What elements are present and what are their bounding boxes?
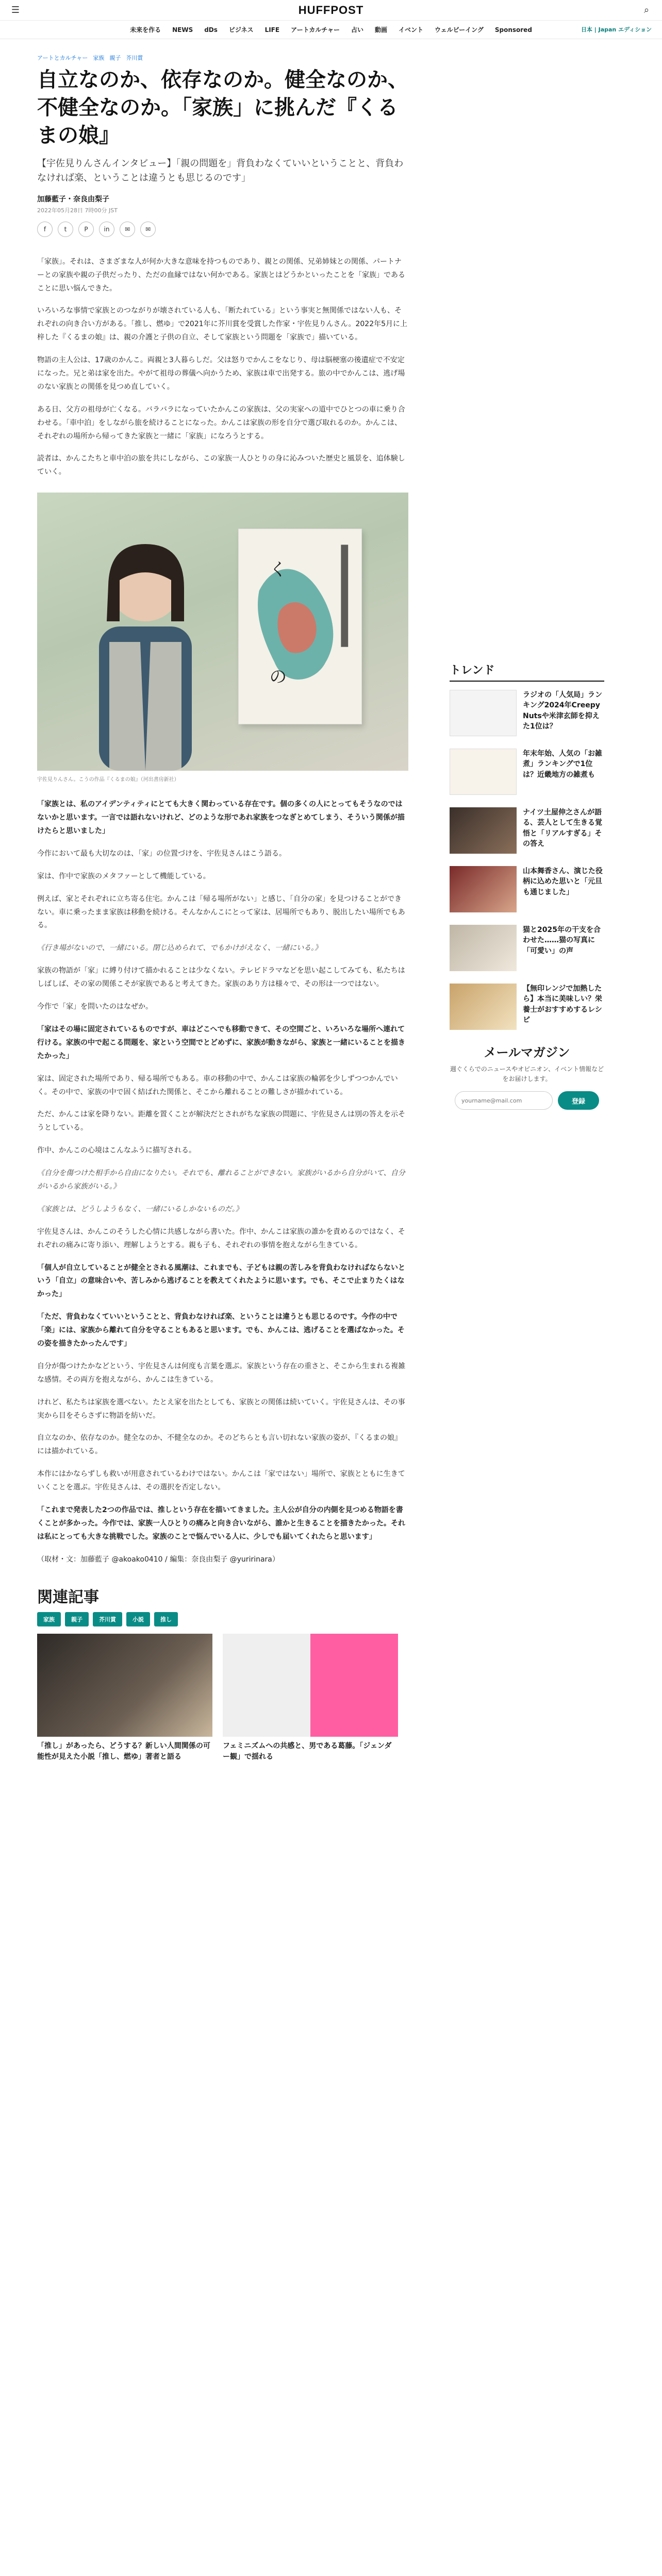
article-dek: 【宇佐見りんさんインタビュー】「親の問題を」背負わなくていいということと、背負わなければ楽、ということは違うとも思じるのです」 bbox=[37, 158, 404, 183]
trend-item[interactable] bbox=[450, 807, 604, 854]
photo-caption: 宇佐見りんさん。こうの作品『くるまの娘』（河出書房新社） bbox=[37, 777, 179, 783]
article-paragraph: 自分が傷つけたかなどという、宇佐見さんは何度も言葉を選ぶ。家族という存在の重さと、そこから生まれる複雑な感情。その両方を抱えながら、かんこは生きている。 bbox=[37, 1362, 406, 1384]
nav-item[interactable]: ウェルビーイング bbox=[435, 26, 484, 33]
article-paragraph: 例えば、家とそれぞれに立ち寄る住宅。かんこは「帰る場所がない」と感じ、「自分の家」を見つけることができない。車に乗ったまま家族は移動を続ける。そんなかんこにとって家は、居場所でもあり、脱出したい場所でもある。 bbox=[37, 894, 405, 930]
tag[interactable]: 家族 bbox=[37, 1612, 61, 1626]
menu-icon[interactable]: ☰ bbox=[11, 5, 20, 15]
article-paragraph: いろいろな事情で家族とのつながりが壊されている人も、「断たれている」という事実と無関係ではない人も、それぞれの向き合い方がある。「推し、燃ゆ」で2021年に芥川賞を受賞した作家・宇佐見りんさん。2022年5月に上梓した『くるまの娘』は、親の介護と子供の自立、そして家族という問題を「家族で」描いている。 bbox=[37, 307, 408, 342]
article-paragraph: けれど、私たちは家族を選べない。たとえ家を出たとしても、家族との関係は続いていく。宇佐見さんは、その事実から目をそらさずに物語を紡いだ。 bbox=[37, 1398, 405, 1420]
related-thumbnail[interactable] bbox=[223, 1634, 398, 1737]
pinterest-share-icon[interactable]: P bbox=[78, 222, 94, 237]
nav-item[interactable]: アートカルチャー bbox=[291, 26, 340, 33]
email-share-icon[interactable]: ✉ bbox=[120, 222, 135, 237]
article-title: 自立なのか、依存なのか。健全なのか、不健全なのか。「家族」に挑んだ『くるまの娘』 bbox=[37, 68, 408, 147]
site-logo[interactable]: HUFFPOST bbox=[298, 3, 364, 16]
nav-item[interactable]: 占い bbox=[351, 26, 364, 33]
article-paragraph: 「家族とは、私のアイデンティティにとても大きく関わっている存在です。個の多くの人にとってもそうなのではないかと思います。一言では語れないけれど、どのような形であれ家族をつなぎとめてしまう、そういう関係が描けたらと思いました」 bbox=[37, 800, 405, 836]
article-paragraph: 物語の主人公は、17歳のかんこ。両親と3人暮らしだ。父は怒りでかんこをなじり、母は脳梗塞の後遺症で不安定になった。兄と弟は家を出た。やがて祖母の葬儀へ向かうため、家族は車で出発する。旅の中でかんこは、逃げ場のない家族との関係を見つめ直していく。 bbox=[37, 356, 405, 391]
main-nav bbox=[0, 21, 662, 39]
related-card[interactable] bbox=[37, 1634, 212, 1762]
email-field[interactable] bbox=[455, 1091, 553, 1110]
edition-selector[interactable]: 日本 | Japan エディション bbox=[581, 26, 652, 33]
nav-item[interactable]: dDs bbox=[204, 26, 218, 33]
breadcrumb-link[interactable]: 家族 bbox=[93, 55, 105, 61]
article-paragraph: 今作において最も大切なのは、「家」の位置づけを、宇佐見さんはこう語る。 bbox=[37, 849, 286, 858]
linkedin-share-icon[interactable]: in bbox=[99, 222, 114, 237]
sidebar bbox=[450, 54, 604, 1762]
trend-title[interactable]: 山本舞香さん、演じた役柄に込めた思いと「元旦も通じました」 bbox=[523, 867, 603, 896]
related-title[interactable]: 「推し」があったら、どうする？新しい人間関係の可能性が見えた小説「推し、燃ゆ」著者と語る bbox=[37, 1741, 210, 1761]
nav-item[interactable]: 未来を作る bbox=[130, 26, 161, 33]
article-paragraph: （取材・文：加藤藍子 @akoako0410 / 編集：奈良由梨子 @yuririnara） bbox=[37, 1555, 279, 1564]
newsletter-box bbox=[450, 1042, 604, 1110]
trend-item[interactable] bbox=[450, 925, 604, 971]
book-cover bbox=[238, 529, 362, 724]
trend-title[interactable]: 猫と2025年の干支を合わせた……猫の写真に「可愛い」の声 bbox=[523, 926, 601, 955]
subscribe-button[interactable]: 登録 bbox=[558, 1091, 599, 1110]
trend-thumbnail[interactable] bbox=[450, 925, 517, 971]
article-body bbox=[37, 256, 408, 479]
mail-share-icon[interactable]: ✉ bbox=[140, 222, 156, 237]
related-card[interactable] bbox=[223, 1634, 398, 1762]
twitter-share-icon[interactable]: t bbox=[58, 222, 73, 237]
trend-item[interactable] bbox=[450, 984, 604, 1030]
trend-thumbnail[interactable] bbox=[450, 984, 517, 1030]
trend-title[interactable]: 【無印レンジで加熱したら】本当に美味しい？栄養士がおすすめするレシピ bbox=[523, 985, 602, 1024]
author-portrait bbox=[78, 523, 212, 771]
related-title[interactable]: フェミニズムへの共感と、男である葛藤。「ジェンダー観」で揺れる bbox=[223, 1741, 392, 1761]
trend-thumbnail[interactable] bbox=[450, 749, 517, 795]
article-paragraph: 「ただ、背負わなくていいということと、背負わなければ楽、ということは違うとも思じるのです。今作の中で「楽」には、家族から離れて自分を守ることもあると思います。でも、かんこは、逃げることを選ばなかった。その姿を描きたかったんです」 bbox=[37, 1313, 405, 1348]
svg-text:の: の bbox=[269, 667, 287, 687]
nav-item[interactable]: ビジネス bbox=[228, 26, 254, 33]
search-icon[interactable]: ⌕ bbox=[643, 5, 650, 15]
trend-title[interactable]: ラジオの「人気局」ランキング2024年Creepy Nutsや米津玄師を抑えた1位は？ bbox=[523, 691, 602, 731]
related-heading: 関連記事 bbox=[37, 1588, 99, 1606]
trend-title[interactable]: ナイツ土屋伸之さんが語る、芸人として生きる覚悟と「リアルすぎる」その答え bbox=[523, 808, 602, 848]
tag[interactable]: 親子 bbox=[65, 1612, 89, 1626]
svg-text:く: く bbox=[269, 560, 287, 580]
article-paragraph: 「家はその場に固定されているものですが、車はどこへでも移動できて、その空間ごと、いろいろな場所へ連れて行ける。家族の中で起こる問題を、家という空間でとどめずに、家族が動きながら、家族と一緒にいることを描きたかった」 bbox=[37, 1025, 405, 1060]
article-paragraph: 《行き場がないので、一緒にいる。閉じ込められて、でもかけがえなく、一緒にいる。》 bbox=[37, 944, 322, 953]
nav-item[interactable]: Sponsored bbox=[494, 26, 532, 33]
breadcrumb bbox=[37, 54, 408, 62]
article-paragraph: 家は、固定された場所であり、帰る場所でもある。車の移動の中で、かんこは家族の輪郭を少しずつつかんでいく。その中で、家族の中で固く結ばれた関係と、そこから離れることの難しさが描かれている。 bbox=[37, 1074, 398, 1096]
trend-item[interactable] bbox=[450, 866, 604, 912]
article-paragraph: 家は、作中で家族のメタファーとして機能している。 bbox=[37, 872, 210, 880]
tag[interactable]: 推し bbox=[154, 1612, 178, 1626]
byline[interactable]: 加藤藍子・奈良由梨子 bbox=[37, 195, 109, 204]
article-paragraph: 本作にはかならずしも救いが用意されているわけではない。かんこは「家ではない」場所で、家族とともに生きていくことを選ぶ。宇佐見さんは、その選択を否定しない。 bbox=[37, 1470, 405, 1492]
trend-heading: トレンド bbox=[450, 662, 604, 682]
article-paragraph: 家族の物語が「家」に縛り付けて描かれることは少なくない。テレビドラマなどを思い起こしてみても、私たちはしばしば、その家の関係こそが家族であると考えてきた。家族のあり方は様々で、その形は一つではない。 bbox=[37, 967, 405, 989]
publish-date: 2022年05月28日 7時00分 JST bbox=[37, 207, 118, 214]
related-thumbnail[interactable] bbox=[37, 1634, 212, 1737]
breadcrumb-link[interactable]: 芥川賞 bbox=[126, 55, 143, 61]
breadcrumb-link[interactable]: 親子 bbox=[109, 55, 121, 61]
share-bar bbox=[37, 222, 408, 237]
article-body-continued bbox=[37, 798, 408, 1566]
article-paragraph: 「個人が自立していることが健全とされる風潮は、これまでも、子どもは親の苦しみを背負わなければならないという「自立」の意味合いや、苦しみから逃げることを教えてくれたように思います。でも、そこで止まりたくはなかった」 bbox=[37, 1263, 405, 1299]
article-paragraph: ある日、父方の祖母が亡くなる。バラバラになっていたかんこの家族は、父の実家への道中でひとつの車に乗り合わせる。「車中泊」をしながら旅を続けることになった。かんこは家族の形を自分で選び取れるのか。かんこは、それぞれの場所から帰ってきた家族と一緒に「家族」になろうとする。 bbox=[37, 405, 405, 440]
nav-item[interactable]: 動画 bbox=[375, 26, 388, 33]
trend-thumbnail[interactable] bbox=[450, 866, 517, 912]
trend-item[interactable] bbox=[450, 690, 604, 736]
facebook-share-icon[interactable]: f bbox=[37, 222, 53, 237]
trend-thumbnail[interactable] bbox=[450, 807, 517, 854]
tag[interactable]: 小説 bbox=[126, 1612, 150, 1626]
trend-thumbnail[interactable] bbox=[450, 690, 517, 736]
newsletter-text: 週ぐくらでのニュースやオピニオン、イベント情報などをお届けします。 bbox=[450, 1065, 604, 1083]
tag-list bbox=[37, 1612, 408, 1626]
article-photo bbox=[37, 493, 408, 771]
article-paragraph: 自立なのか、依存なのか。健全なのか、不健全なのか。そのどちらとも言い切れない家族の姿が、『くるまの娘』には描かれている。 bbox=[37, 1434, 402, 1456]
top-bar bbox=[0, 0, 662, 21]
article-paragraph: 作中、かんこの心境はこんなふうに描写される。 bbox=[37, 1146, 196, 1155]
article-paragraph: ただ、かんこは家を降りない。距離を置くことが解決だとされがちな家族の問題に、宇佐見さんは別の答えを示そうとしている。 bbox=[37, 1110, 405, 1132]
article bbox=[37, 54, 408, 1762]
article-paragraph: 「これまで発表した2つの作品では、推しという存在を描いてきました。主人公が自分の内側を見つめる物語を書くことが多かった。今作では、家族一人ひとりの痛みと向き合いながら、誰かと生きることを描きたかった。それは私にとっても大きな挑戦でした。家族のことで悩んでいる人に、少しでも届いてくれたらと思います」 bbox=[37, 1505, 405, 1541]
newsletter-heading: メールマガジン bbox=[484, 1045, 570, 1060]
tag[interactable]: 芥川賞 bbox=[93, 1612, 122, 1626]
trend-item[interactable] bbox=[450, 749, 604, 795]
article-paragraph: 読者は、かんこたちと車中泊の旅を共にしながら、この家族一人ひとりの身に沁みついた歴史と風景を、追体験していく。 bbox=[37, 454, 405, 477]
nav-item[interactable]: イベント bbox=[399, 26, 424, 33]
trend-title[interactable]: 年末年始、人気の「お雑煮」ランキングで1位は？近畿地方の雑煮も bbox=[523, 750, 602, 779]
related-articles bbox=[37, 1634, 408, 1762]
nav-item[interactable]: NEWS bbox=[172, 26, 193, 33]
article-paragraph: 今作で「家」を問いたのはなぜか。 bbox=[37, 1003, 153, 1011]
breadcrumb-link[interactable]: アートとカルチャー bbox=[37, 55, 88, 61]
article-paragraph: 宇佐見さんは、かんこのそうした心情に共感しながら書いた。作中、かんこは家族の誰かを責めるのではなく、それぞれの痛みに寄り添い、理解しようとする。親も子も、それぞれの事情を抱えながら生きている。 bbox=[37, 1227, 405, 1249]
article-paragraph: 《自分を傷つけた相手から自由になりたい。それでも、離れることができない。家族がいるから自分がいて、自分がいるから家族がいる。》 bbox=[37, 1169, 405, 1191]
article-paragraph: 「家族」。それは、さまざまな人が何か大きな意味を持つものであり、親との関係、兄弟姉妹との関係、パートナーとの家族や親の子供だったり、ただの血縁ではない何かである。家族とはどうかといったことを「家族」であることに思い悩んできた。 bbox=[37, 257, 405, 293]
nav-item[interactable]: LIFE bbox=[264, 26, 280, 33]
article-paragraph: 《家族とは、どうしようもなく、一緒にいるしかないものだ。》 bbox=[37, 1205, 243, 1213]
